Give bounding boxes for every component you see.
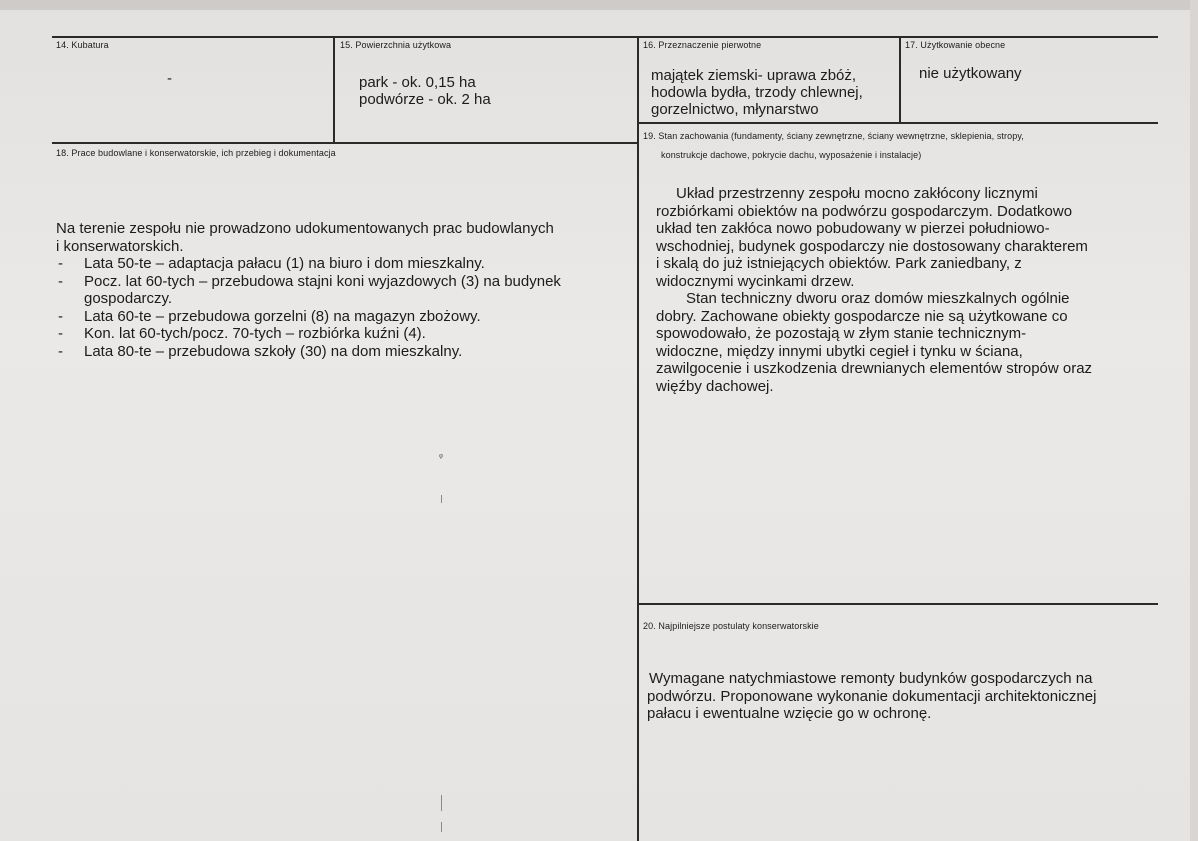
grid-line-upper-right: [638, 122, 1158, 124]
grid-divider-14-15: [333, 36, 335, 143]
field-19-line: rozbiórkami obiektów na podwórzu gospodarczym. Dodatkowo: [656, 202, 1073, 220]
grid-divider-16-17: [899, 36, 901, 123]
field-18-intro-line-1: Na terenie zespołu nie prowadzono udokumentowanych prac budowlanych: [56, 220, 554, 237]
list-item: - Lata 50-te – adaptacja pałacu (1) na biuro i dom mieszkalny.: [58, 255, 485, 272]
scan-top-shadow: [0, 0, 1198, 10]
field-15-line-2: podwórze - ok. 2 ha: [359, 91, 491, 108]
field-20-line: pałacu i ewentualne wzięcie go w ochronę.: [647, 705, 932, 722]
field-19-label-line-2: konstrukcje dachowe, pokrycie dachu, wyposażenie i instalacje): [661, 150, 922, 160]
field-19-line: więźby dachowej.: [656, 377, 774, 395]
field-19-line: zawilgocenie i uszkodzenia drewnianych elementów stropów oraz: [656, 360, 1093, 377]
grid-line-upper: [52, 142, 638, 144]
field-16-label: 16. Przeznaczenie pierwotne: [643, 40, 762, 50]
scan-mark: [441, 822, 442, 832]
field-20-line: Wymagane natychmiastowe remonty budynków gospodarczych na: [649, 670, 1093, 687]
field-19-label-line-1: 19. Stan zachowania (fundamenty, ściany zewnętrzne, ściany wewnętrzne, sklepienia, stropy,: [643, 131, 1024, 141]
field-14-value: -: [167, 70, 172, 87]
list-item: - Lata 80-te – przebudowa szkoły (30) na dom mieszkalny.: [58, 342, 463, 360]
field-15-label: 15. Powierzchnia użytkowa: [340, 40, 452, 50]
field-19-line: wschodniej, budynek gospodarczy nie dostosowany charakterem: [656, 237, 1088, 255]
field-19-line: widoczne, między innymi ubytki cegieł i tynku w ściana,: [656, 342, 1023, 360]
grid-divider-main: [637, 36, 639, 841]
field-18-label: 18. Prace budowlane i konserwatorskie, ich przebieg i dokumentacja: [56, 148, 336, 158]
field-20-line: podwórzu. Proponowane wykonanie dokumentacji architektonicznej: [647, 687, 1097, 705]
field-17-label: 17. Użytkowanie obecne: [905, 40, 1006, 50]
scan-mark: [441, 495, 442, 503]
field-14-label: 14. Kubatura: [56, 40, 109, 50]
field-19-line: dobry. Zachowane obiekty gospodarcze nie są użytkowane co: [656, 307, 1068, 325]
field-15-value: [359, 74, 491, 108]
field-19-label: [643, 127, 1024, 165]
field-19-line: widocznymi wycinkami drzew.: [656, 272, 855, 290]
field-16-value: [651, 67, 863, 118]
field-20-label: 20. Najpilniejsze postulaty konserwatorskie: [643, 621, 819, 631]
field-20-text: [647, 670, 1155, 723]
list-item: - Pocz. lat 60-tych – przebudowa stajni koni wyjazdowych (3) na budynek gospodarczy.: [58, 272, 561, 307]
field-16-line-3: gorzelnictwo, młynarstwo: [651, 101, 819, 118]
list-item: - Lata 60-te – przebudowa gorzelni (8) na magazyn zbożowy.: [58, 307, 481, 325]
list-item: - Kon. lat 60-tych/pocz. 70-tych – rozbiórka kuźni (4).: [58, 325, 426, 342]
scan-speck: ᵩ: [439, 449, 443, 459]
field-19-line: Stan techniczny dworu oraz domów mieszkalnych ogólnie: [686, 290, 1070, 307]
field-19-text: [656, 185, 1156, 395]
field-17-value: nie użytkowany: [919, 65, 1022, 82]
field-19-line: i skalą do już istniejących obiektów. Park zaniedbany, z: [656, 255, 1022, 272]
scan-right-edge: [1190, 0, 1198, 841]
field-18-intro-line-2: i konserwatorskich.: [56, 237, 184, 255]
field-15-line-1: park - ok. 0,15 ha: [359, 74, 476, 91]
grid-line-top: [52, 36, 1158, 38]
field-19-line: układ ten zakłóca nowo pobudowany w pierzei południowo-: [656, 220, 1050, 237]
scan-mark: [441, 795, 442, 811]
grid-line-20: [638, 603, 1158, 605]
field-19-line: Układ przestrzenny zespołu mocno zakłócony licznymi: [676, 185, 1038, 202]
field-16-line-2: hodowla bydła, trzody chlewnej,: [651, 84, 863, 101]
field-18-text: [56, 220, 636, 360]
field-19-line: spowodowało, że pozostają w złym stanie technicznym-: [656, 325, 1027, 342]
field-16-line-1: majątek ziemski- uprawa zbóż,: [651, 67, 857, 84]
